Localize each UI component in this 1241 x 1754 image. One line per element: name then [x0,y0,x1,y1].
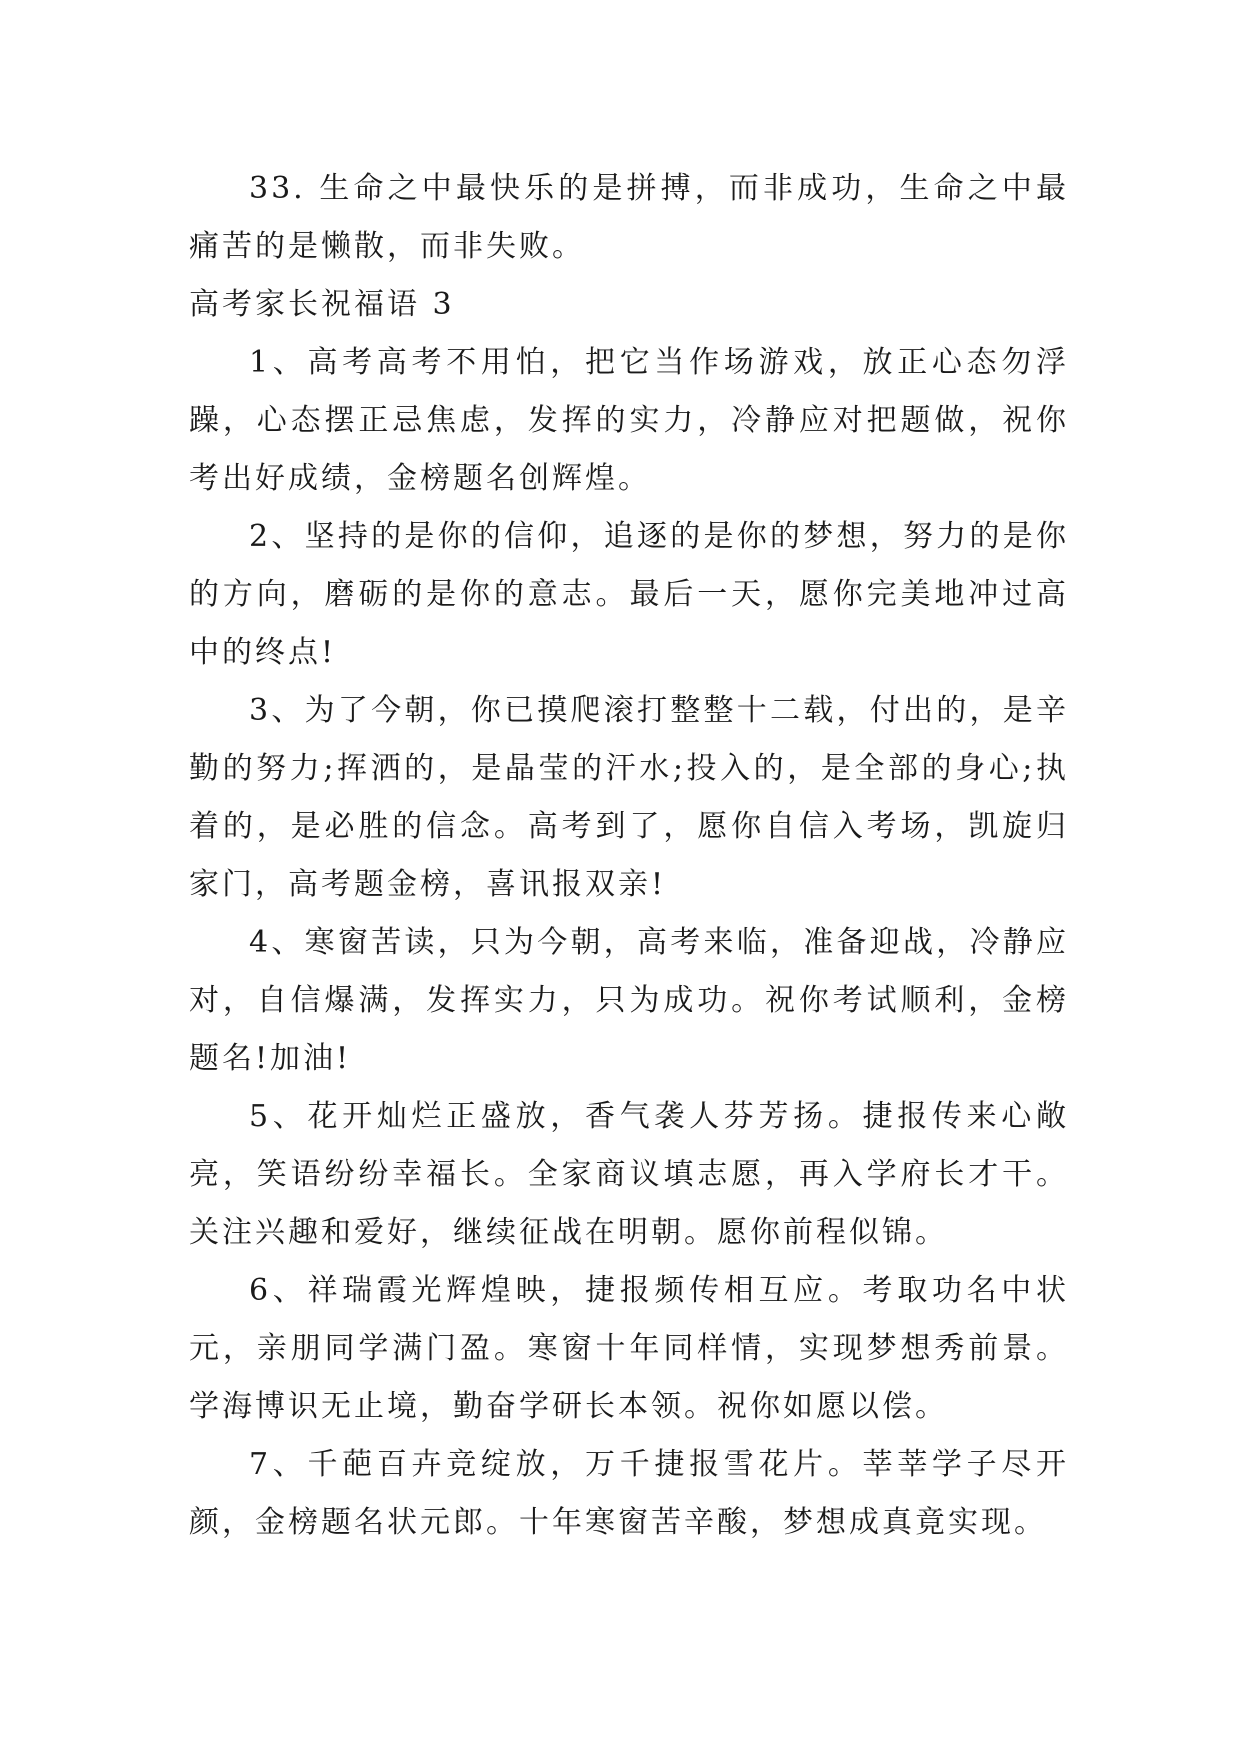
paragraph-6: 6、祥瑞霞光辉煌映，捷报频传相互应。考取功名中状元，亲朋同学满门盈。寒窗十年同样情，实现梦想秀前景。学海博识无止境，勤奋学研长本领。祝你如愿以偿。 [189,1273,1069,1424]
paragraph-7: 7、千葩百卉竞绽放，万千捷报雪花片。莘莘学子尽开颜，金榜题名状元郎。十年寒窗苦辛酸，梦想成真竟实现。 [189,1447,1069,1540]
paragraph-5: 5、花开灿烂正盛放，香气袭人芬芳扬。捷报传来心敞亮，笑语纷纷幸福长。全家商议填志愿，再入学府长才干。关注兴趣和爱好，继续征战在明朝。愿你前程似锦。 [189,1099,1069,1250]
paragraph-2: 2、坚持的是你的信仰，追逐的是你的梦想，努力的是你的方向，磨砺的是你的意志。最后一天，愿你完美地冲过高中的终点! [189,519,1069,670]
paragraph-1: 1、高考高考不用怕，把它当作场游戏，放正心态勿浮躁，心态摆正忌焦虑，发挥的实力，冷静应对把题做，祝你考出好成绩，金榜题名创辉煌。 [189,345,1069,496]
document-page [189,160,1069,1552]
paragraph-3: 3、为了今朝，你已摸爬滚打整整十二载，付出的，是辛勤的努力;挥洒的，是晶莹的汗水;投入的，是全部的身心;执着的，是必胜的信念。高考到了，愿你自信入考场，凯旋归家门，高考题金榜，喜讯报双亲! [189,693,1069,902]
paragraph-4: 4、寒窗苦读，只为今朝，高考来临，准备迎战，冷静应对，自信爆满，发挥实力，只为成功。祝你考试顺利，金榜题名!加油! [189,925,1069,1076]
section-heading: 高考家长祝福语 3 [189,287,455,322]
paragraph-33: 33. 生命之中最快乐的是拼搏，而非成功，生命之中最痛苦的是懒散，而非失败。 [189,171,1069,264]
